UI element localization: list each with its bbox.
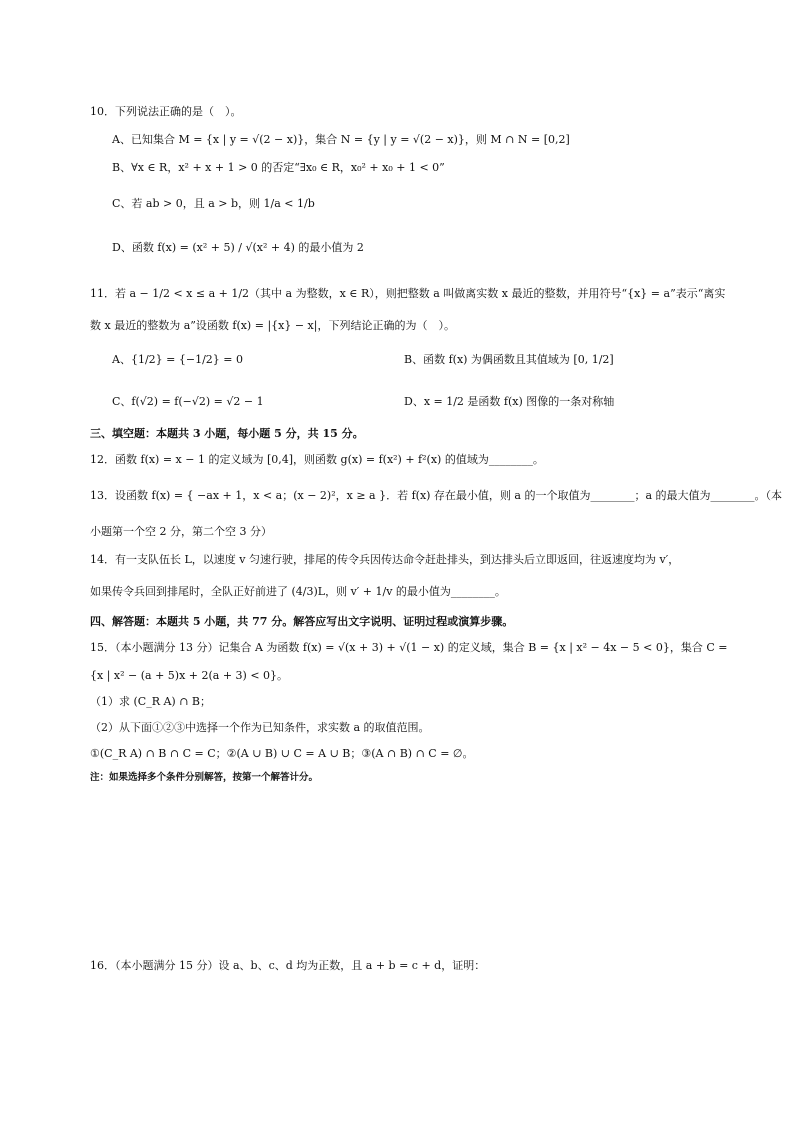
q11-option-d: D、x = 1/2 是函数 f(x) 图像的一条对称轴: [404, 395, 615, 408]
q11-stem-line2: 数 x 最近的整数为 a”设函数 f(x) = |{x} − x|，下列结论正确的为（ ）。: [90, 319, 455, 332]
q10-option-a: A、已知集合 M = {x | y = √(2 − x)}，集合 N = {y | y = √(2 − x)}，则 M ∩ N = [0,2]: [112, 133, 570, 146]
section-answer-heading: 四、解答题：本题共 5 小题，共 77 分。解答应写出文字说明、证明过程或演算步骤。: [90, 615, 514, 628]
q15-stem-line2: {x | x² − (a + 5)x + 2(a + 3) < 0}。: [90, 669, 289, 682]
section-fill-in-heading: 三、填空题：本题共 3 小题，每小题 5 分，共 15 分。: [90, 427, 364, 440]
q11-option-a: A、{1/2} = {−1/2} = 0: [112, 353, 243, 366]
q10-option-d: D、函数 f(x) = (x² + 5) / √(x² + 4) 的最小值为 2: [112, 241, 364, 254]
q11-option-c: C、f(√2) = f(−√2) = √2 − 1: [112, 395, 264, 408]
q15-conditions: ①(C_R A) ∩ B ∩ C = C；②(A ∪ B) ∪ C = A ∪ B；③(A ∩ B) ∩ C = ∅。: [90, 747, 474, 760]
q13-score-note: 小题第一个空 2 分，第二个空 3 分）: [90, 525, 272, 538]
q13-stem: 13．设函数 f(x) = { −ax + 1，x < a；(x − 2)²，x ≥ a }．若 f(x) 存在最小值，则 a 的一个取值为________；a 的最大值为________。（本: [90, 489, 783, 502]
q14-stem-line1: 14．有一支队伍长 L，以速度 v 匀速行驶，排尾的传令兵因传达命令赶赴排头，到达排头后立即返回，往返速度均为 v′，: [90, 553, 680, 566]
q12-stem: 12．函数 f(x) = x − 1 的定义域为 [0,4]，则函数 g(x) = f(x²) + f²(x) 的值域为________。: [90, 453, 544, 466]
q14-stem-line2: 如果传令兵回到排尾时，全队正好前进了 (4/3)L，则 v′ + 1/v 的最小值为________。: [90, 585, 506, 598]
q11-stem-line1: 11．若 a − 1/2 < x ≤ a + 1/2（其中 a 为整数，x ∈ R），则把整数 a 叫做离实数 x 最近的整数，并用符号“{x} = a”表示“离实: [90, 287, 726, 300]
q16-stem: 16．（本小题满分 15 分）设 a、b、c、d 均为正数，且 a + b = c + d，证明：: [90, 959, 486, 972]
q10-stem: 10．下列说法正确的是（ ）。: [90, 105, 242, 118]
q10-option-b: B、∀x ∈ R，x² + x + 1 > 0 的否定“∃x₀ ∈ R，x₀² + x₀ + 1 < 0”: [112, 161, 445, 174]
q15-grading-note: 注：如果选择多个条件分别解答，按第一个解答计分。: [90, 772, 319, 783]
q11-option-b: B、函数 f(x) 为偶函数且其值域为 [0, 1/2]: [404, 353, 614, 366]
q15-stem-line1: 15．（本小题满分 13 分）记集合 A 为函数 f(x) = √(x + 3) + √(1 − x) 的定义域，集合 B = {x | x² − 4x − 5 < 0}，集合 C =: [90, 641, 728, 654]
q15-part1: （1）求 (C_R A) ∩ B；: [90, 695, 212, 708]
q10-option-c: C、若 ab > 0，且 a > b，则 1/a < 1/b: [112, 197, 315, 210]
q15-part2: （2）从下面①②③中选择一个作为已知条件，求实数 a 的取值范围。: [90, 721, 430, 734]
